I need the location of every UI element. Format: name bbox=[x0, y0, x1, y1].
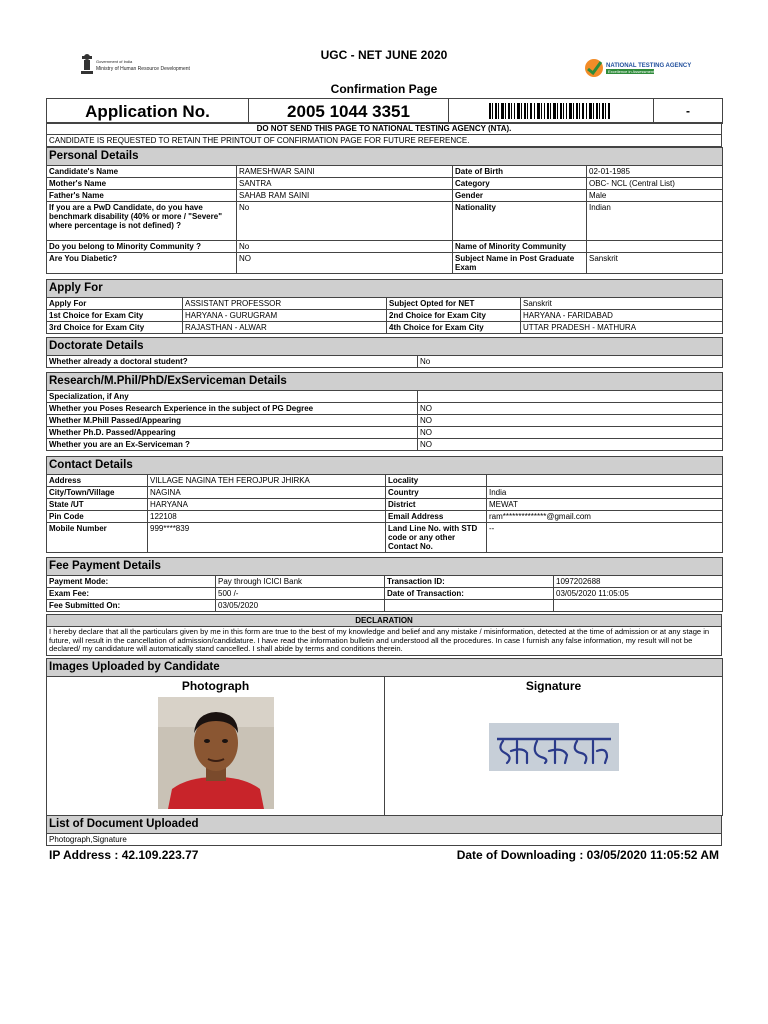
apply-for-table bbox=[46, 279, 723, 334]
field-value: MEWAT bbox=[487, 499, 723, 511]
field-value bbox=[554, 600, 723, 612]
field-value: NO bbox=[418, 415, 723, 427]
doctorate-details-table bbox=[46, 337, 723, 368]
field-label: Gender bbox=[453, 190, 587, 202]
field-value: 1097202688 bbox=[554, 576, 723, 588]
notice-table bbox=[46, 122, 722, 147]
signature-cell bbox=[385, 677, 723, 816]
photograph-label: Photograph bbox=[181, 679, 250, 693]
field-label: Whether already a doctoral student? bbox=[47, 356, 418, 368]
field-value: Sanskrit bbox=[587, 253, 723, 274]
field-label: Subject Name in Post Graduate Exam bbox=[453, 253, 587, 274]
field-value: ram**************@gmail.com bbox=[487, 511, 723, 523]
field-label: Apply For bbox=[47, 298, 183, 310]
field-label: Father's Name bbox=[47, 190, 237, 202]
field-label: Transaction ID: bbox=[385, 576, 554, 588]
contact-details-heading: Contact Details bbox=[47, 457, 723, 475]
notice-do-not-send: DO NOT SEND THIS PAGE TO NATIONAL TESTING AGENCY (NTA). bbox=[47, 123, 722, 135]
exam-title: UGC - NET JUNE 2020 bbox=[320, 48, 448, 62]
nta-tagline-text: Excellence in Assessment bbox=[608, 69, 655, 74]
field-value: UTTAR PRADESH - MATHURA bbox=[521, 322, 723, 334]
field-value: ASSISTANT PROFESSOR bbox=[183, 298, 387, 310]
barcode bbox=[449, 99, 654, 124]
images-heading: Images Uploaded by Candidate bbox=[47, 659, 723, 677]
candidate-photograph bbox=[158, 697, 274, 809]
field-label: Locality bbox=[386, 475, 487, 487]
barcode-icon bbox=[489, 103, 611, 119]
field-label: Pin Code bbox=[47, 511, 148, 523]
declaration-table bbox=[46, 614, 722, 656]
documents-list: Photograph,Signature bbox=[47, 834, 722, 846]
nta-logo bbox=[584, 56, 694, 80]
images-table bbox=[46, 658, 723, 816]
field-value: HARYANA bbox=[148, 499, 386, 511]
notice-retain-printout: CANDIDATE IS REQUESTED TO RETAIN THE PRINTOUT OF CONFIRMATION PAGE FOR FUTURE REFERENCE. bbox=[47, 135, 722, 147]
apply-for-heading: Apply For bbox=[47, 280, 723, 298]
field-value bbox=[487, 475, 723, 487]
field-label: Whether Ph.D. Passed/Appearing bbox=[47, 427, 418, 439]
field-label: Are You Diabetic? bbox=[47, 253, 237, 274]
ip-address: IP Address : 42.109.223.77 bbox=[49, 848, 199, 862]
field-value: Sanskrit bbox=[521, 298, 723, 310]
field-label: State /UT bbox=[47, 499, 148, 511]
field-value: NO bbox=[237, 253, 453, 274]
fee-payment-table bbox=[46, 557, 723, 612]
field-value: OBC- NCL (Central List) bbox=[587, 178, 723, 190]
field-label: Exam Fee: bbox=[47, 588, 216, 600]
field-value: NO bbox=[418, 403, 723, 415]
personal-details-table bbox=[46, 147, 723, 274]
declaration-text: I hereby declare that all the particulars given by me in this form are true to the best of my knowledge and belief and any mistake / misinformation, detected at the time of admission or at any stage in future, will result in the cancellation of admission/candidature. I have read the information bulletin and understood all the procedures. In case I furnish any false information, my result will not be declared/ my candidature will automatically stand cancelled. I shall abide by terms and conditions therein. bbox=[47, 627, 722, 656]
field-value: No bbox=[237, 241, 453, 253]
field-value: Pay through ICICI Bank bbox=[216, 576, 385, 588]
field-label: Specialization, if Any bbox=[47, 391, 418, 403]
field-value: 03/05/2020 11:05:05 bbox=[554, 588, 723, 600]
documents-heading: List of Document Uploaded bbox=[47, 816, 722, 834]
download-date: Date of Downloading : 03/05/2020 11:05:52 AM bbox=[456, 848, 719, 862]
field-label: If you are a PwD Candidate, do you have benchmark disability (40% or more / "Severe" where percentage is not defined) ? bbox=[47, 202, 237, 241]
field-label: Land Line No. with STD code or any other Contact No. bbox=[386, 523, 487, 553]
application-table bbox=[46, 98, 723, 124]
field-label: 2nd Choice for Exam City bbox=[387, 310, 521, 322]
field-value: 122108 bbox=[148, 511, 386, 523]
field-label: Whether M.Phill Passed/Appearing bbox=[47, 415, 418, 427]
declaration-heading: DECLARATION bbox=[47, 615, 722, 627]
field-value: NO bbox=[418, 427, 723, 439]
field-value: 999****839 bbox=[148, 523, 386, 553]
field-value: No bbox=[237, 202, 453, 241]
field-label: City/Town/Village bbox=[47, 487, 148, 499]
field-label: 1st Choice for Exam City bbox=[47, 310, 183, 322]
field-value: Male bbox=[587, 190, 723, 202]
application-number: 2005 1044 3351 bbox=[249, 99, 449, 124]
field-label: Do you belong to Minority Community ? bbox=[47, 241, 237, 253]
personal-details-heading: Personal Details bbox=[47, 148, 723, 166]
fee-payment-heading: Fee Payment Details bbox=[47, 558, 723, 576]
field-label: Date of Birth bbox=[453, 166, 587, 178]
field-value: Indian bbox=[587, 202, 723, 241]
goi-small-text: Government of India bbox=[96, 59, 133, 64]
application-dash: - bbox=[654, 99, 723, 124]
field-value: SANTRA bbox=[237, 178, 453, 190]
field-label: Address bbox=[47, 475, 148, 487]
field-value: HARYANA - GURUGRAM bbox=[183, 310, 387, 322]
research-details-heading: Research/M.Phil/PhD/ExServiceman Details bbox=[47, 373, 723, 391]
field-label: Mother's Name bbox=[47, 178, 237, 190]
nta-name-text: NATIONAL TESTING AGENCY bbox=[606, 63, 692, 69]
field-value bbox=[418, 391, 723, 403]
field-label: District bbox=[386, 499, 487, 511]
doctorate-details-heading: Doctorate Details bbox=[47, 338, 723, 356]
field-label bbox=[385, 600, 554, 612]
field-label: Category bbox=[453, 178, 587, 190]
signature-label: Signature bbox=[525, 679, 582, 693]
field-label: Subject Opted for NET bbox=[387, 298, 521, 310]
field-value bbox=[587, 241, 723, 253]
field-value: HARYANA - FARIDABAD bbox=[521, 310, 723, 322]
confirmation-page-title: Confirmation Page bbox=[330, 82, 438, 96]
field-value: VILLAGE NAGINA TEH FEROJPUR JHIRKA bbox=[148, 475, 386, 487]
field-value: 02-01-1985 bbox=[587, 166, 723, 178]
field-label: Fee Submitted On: bbox=[47, 600, 216, 612]
field-value: -- bbox=[487, 523, 723, 553]
field-value: 03/05/2020 bbox=[216, 600, 385, 612]
field-label: Whether you are an Ex-Serviceman ? bbox=[47, 439, 418, 451]
field-label: Email Address bbox=[386, 511, 487, 523]
application-label: Application No. bbox=[47, 99, 249, 124]
goi-ministry-text: Ministry of Human Resource Development bbox=[96, 66, 190, 72]
field-value: India bbox=[487, 487, 723, 499]
field-label: Mobile Number bbox=[47, 523, 148, 553]
field-label: 3rd Choice for Exam City bbox=[47, 322, 183, 334]
field-label: Candidate's Name bbox=[47, 166, 237, 178]
field-label: Country bbox=[386, 487, 487, 499]
field-label: Name of Minority Community bbox=[453, 241, 587, 253]
field-value: 500 /- bbox=[216, 588, 385, 600]
field-label: Date of Transaction: bbox=[385, 588, 554, 600]
field-value: No bbox=[418, 356, 723, 368]
candidate-signature bbox=[489, 723, 619, 771]
photograph-cell bbox=[47, 677, 385, 816]
field-value: RAMESHWAR SAINI bbox=[237, 166, 453, 178]
field-label: Nationality bbox=[453, 202, 587, 241]
research-details-table bbox=[46, 372, 723, 451]
field-value: SAHAB RAM SAINI bbox=[237, 190, 453, 202]
field-value: NAGINA bbox=[148, 487, 386, 499]
contact-details-table bbox=[46, 456, 723, 553]
field-value: RAJASTHAN - ALWAR bbox=[183, 322, 387, 334]
documents-table bbox=[46, 815, 722, 846]
field-value: NO bbox=[418, 439, 723, 451]
field-label: Payment Mode: bbox=[47, 576, 216, 588]
field-label: Whether you Poses Research Experience in the subject of PG Degree bbox=[47, 403, 418, 415]
field-label: 4th Choice for Exam City bbox=[387, 322, 521, 334]
